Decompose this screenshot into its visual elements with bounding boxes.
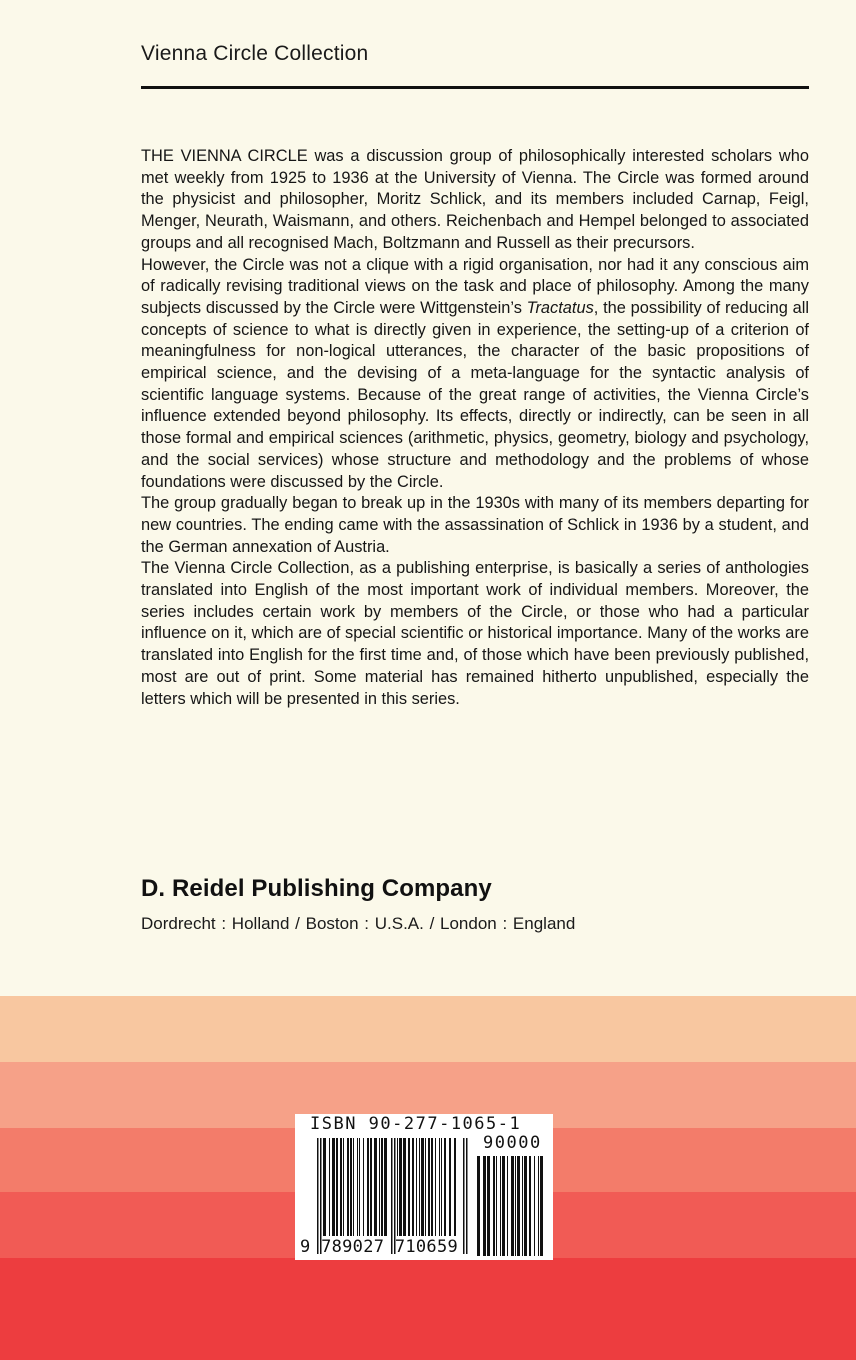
barcode-label [295,1114,553,1260]
price-code: 90000 [483,1133,542,1153]
publisher-name: D. Reidel Publishing Company [141,875,492,902]
paragraph-2-start: However, the Circle was not a clique with a rigid organisation, nor had it any conscious aim of radically revising traditional views on the task and place of philosophy. Among the many subjects discussed by the Circle were Wittgenstein’s [141,255,809,317]
paragraph-4: The Vienna Circle Collection, as a publishing enterprise, is basically a series of anthologies translated into English of the most important work of individual members. Moreover, the series includes certain work by members of the Circle, or those who had a particular influence on it, which are of special scientific or historical importance. Many of the works are translated into English for the first time and, of those which have been previously published, most are out of print. Some material has remained hitherto unpublished, especially the letters which will be presented in this series. [141,559,809,708]
ean-digits: 9 789027 710659 [300,1237,459,1257]
paragraph-3: The group gradually began to break up in the 1930s with many of its members departing for new countries. The ending came with the assassination of Schlick in 1936 by a student, and the German annexation of Austria. [141,494,809,556]
paragraph-1-lead: THE VIENNA CIRCLE [141,147,308,165]
series-title: Vienna Circle Collection [141,42,369,65]
paragraph-1-rest: was a discussion group of philosophically interested scholars who met weekly from 1925 to 1936 at the University of Vienna. The Circle was formed around the physicist and philosopher, Moritz Schlick, and its members included Carnap, Feigl, Menger, Neurath, Waismann, and others. Reichenbach and Hempel belonged to associated groups and all recognised Mach, Boltzmann and Russell as their precursors. [141,147,809,252]
paragraph-2-end: , the possibility of reducing all concepts of science to what is directly given in experience, the setting-up of a criterion of meaningfulness for non-logical utterances, the character of the basic propositions of empirical science, and the devising of a meta-language for the syntactic analysis of scientific language systems. Because of the great range of activities, the Vienna Circle’s influence extended beyond philosophy. Its effects, directly or indirectly, can be seen in all those formal and empirical sciences (arithmetic, physics, geometry, biology and psychology, and the social services) whose structure and methodology and the problems of whose foundations were discussed by the Circle. [141,298,809,491]
publisher-places: Dordrecht : Holland / Boston : U.S.A. / London : England [141,914,576,933]
color-band-1 [0,996,856,1062]
tractatus-title: Tractatus [526,298,594,317]
header-rule [141,86,809,89]
paragraph-2 [141,255,809,494]
isbn-number: ISBN 90-277-1065-1 [310,1114,522,1134]
blurb-text [141,146,809,710]
paragraph-1 [141,146,809,255]
color-band-5 [0,1258,856,1360]
